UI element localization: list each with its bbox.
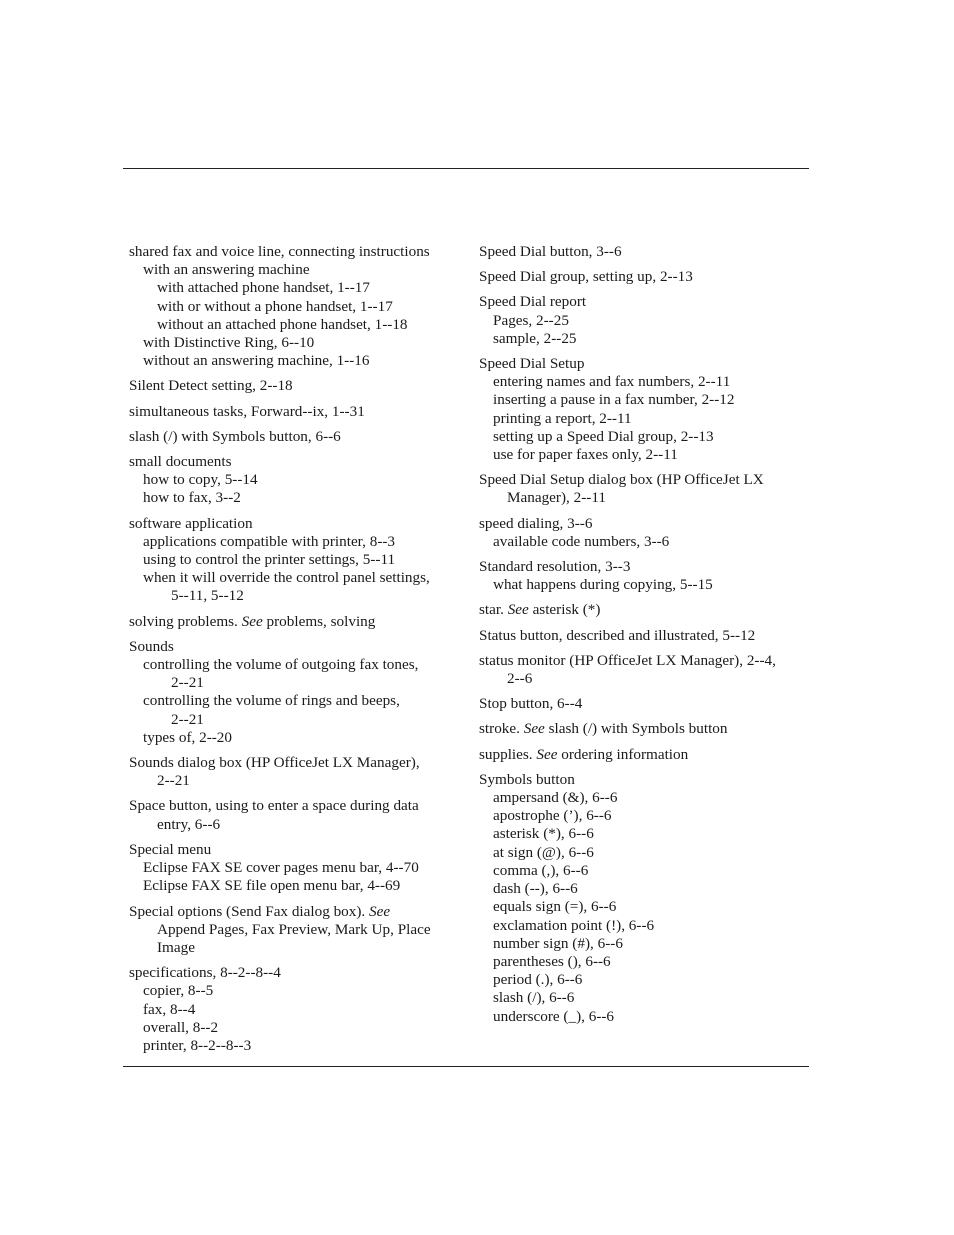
- index-term: [479, 515, 819, 533]
- index-entry: [479, 243, 819, 261]
- index-subterm: [129, 533, 474, 551]
- index-subterm: [129, 772, 474, 790]
- index-text: equals sign (=), 6--6: [493, 898, 617, 916]
- index-subterm: [479, 935, 819, 953]
- top-rule: [123, 168, 809, 169]
- index-term: [479, 355, 819, 373]
- index-text: Eclipse FAX SE cover pages menu bar, 4--70: [143, 859, 419, 877]
- index-text: setting up a Speed Dial group, 2--13: [493, 427, 714, 445]
- index-text: Standard resolution, 3--3: [479, 558, 631, 576]
- see-reference-target: problems, solving: [266, 612, 376, 630]
- index-subterm: [129, 982, 474, 1000]
- index-subterm: [129, 656, 474, 674]
- index-subterm: [129, 674, 474, 692]
- index-text: software application: [129, 514, 253, 532]
- index-subterm: [479, 1008, 819, 1026]
- index-entry: [129, 613, 474, 631]
- index-term: [479, 293, 819, 311]
- index-text: 2--21: [171, 710, 204, 728]
- index-text: Speed Dial Setup dialog box (HP OfficeJet LX: [479, 471, 764, 489]
- index-text: Stop button, 6--4: [479, 695, 583, 713]
- index-entry: [479, 720, 819, 738]
- index-entry: [479, 601, 819, 619]
- index-text: when it will override the control panel settings,: [143, 569, 430, 587]
- index-text: available code numbers, 3--6: [493, 532, 670, 550]
- index-text: use for paper faxes only, 2--11: [493, 446, 678, 464]
- index-text: controlling the volume of outgoing fax tones,: [143, 656, 419, 674]
- index-text: Manager), 2--11: [507, 489, 606, 507]
- index-text: printer, 8--2--8--3: [143, 1036, 252, 1054]
- index-text: how to fax, 3--2: [143, 489, 241, 507]
- index-text: specifications, 8--2--8--4: [129, 964, 281, 982]
- index-text: Silent Detect setting, 2--18: [129, 377, 293, 395]
- index-text: Speed Dial button, 3--6: [479, 243, 622, 260]
- see-reference-label: See: [369, 902, 391, 920]
- see-reference-label: See: [241, 612, 263, 630]
- index-subterm: [129, 334, 474, 352]
- index-subterm: [129, 587, 474, 605]
- index-term: [479, 771, 819, 789]
- index-subterm: [479, 446, 819, 464]
- index-entry: [129, 243, 474, 370]
- index-text: number sign (#), 6--6: [493, 934, 623, 952]
- index-text: Image: [157, 938, 195, 956]
- index-term: [479, 243, 819, 261]
- index-entry: [129, 754, 474, 790]
- index-text: star.: [479, 601, 504, 619]
- index-column-left: [129, 243, 474, 1062]
- index-text: Special menu: [129, 840, 212, 858]
- index-text: slash (/) with Symbols button, 6--6: [129, 427, 341, 445]
- index-text: inserting a pause in a fax number, 2--12: [493, 391, 735, 409]
- index-term: [129, 638, 474, 656]
- index-entry: [129, 964, 474, 1055]
- index-subterm: [129, 729, 474, 747]
- index-text: Symbols button: [479, 770, 575, 788]
- index-subterm: [129, 859, 474, 877]
- index-subterm: [129, 316, 474, 334]
- index-term: [129, 453, 474, 471]
- index-term: [129, 377, 474, 395]
- index-text: ampersand (&), 6--6: [493, 789, 618, 807]
- index-text: types of, 2--20: [143, 728, 232, 746]
- index-text: comma (,), 6--6: [493, 861, 589, 879]
- index-subterm: [479, 898, 819, 916]
- see-reference-label: See: [523, 720, 545, 738]
- index-text: Sounds: [129, 637, 174, 655]
- index-subterm: [129, 816, 474, 834]
- index-entry: [129, 453, 474, 508]
- index-subterm: [479, 330, 819, 348]
- index-subterm: [479, 807, 819, 825]
- index-subterm: [129, 939, 474, 957]
- index-text: entry, 6--6: [157, 815, 221, 833]
- index-subterm: [129, 261, 474, 279]
- index-subterm: [479, 880, 819, 898]
- see-reference-target: ordering information: [561, 745, 689, 763]
- index-text: 2--6: [507, 670, 533, 688]
- index-entry: [479, 652, 819, 688]
- index-text: Speed Dial Setup: [479, 355, 585, 373]
- index-entry: [479, 515, 819, 551]
- index-text: speed dialing, 3--6: [479, 514, 593, 532]
- index-text: Sounds dialog box (HP OfficeJet LX Manager),: [129, 754, 420, 772]
- index-text: sample, 2--25: [493, 329, 577, 347]
- index-text: supplies.: [479, 745, 533, 763]
- index-entry: [129, 515, 474, 606]
- index-text: controlling the volume of rings and beeps,: [143, 692, 400, 710]
- index-entry: [479, 746, 819, 764]
- index-text: how to copy, 5--14: [143, 471, 258, 489]
- index-text: 2--21: [171, 674, 204, 692]
- index-subterm: [479, 428, 819, 446]
- index-subterm: [129, 551, 474, 569]
- index-subterm: [129, 692, 474, 710]
- index-term: [129, 964, 474, 982]
- index-text: with attached phone handset, 1--17: [157, 279, 370, 297]
- index-term: [129, 903, 474, 921]
- index-entry: [129, 377, 474, 395]
- index-subterm: [479, 825, 819, 843]
- index-text: dash (--), 6--6: [493, 880, 578, 898]
- index-text: Pages, 2--25: [493, 311, 569, 329]
- see-reference-target: asterisk (*): [532, 601, 601, 619]
- index-term: [129, 243, 474, 261]
- index-term: [479, 471, 819, 489]
- index-text: copier, 8--5: [143, 982, 214, 1000]
- index-subterm: [129, 352, 474, 370]
- index-entry: [479, 627, 819, 645]
- index-term: [479, 627, 819, 645]
- index-entry: [129, 638, 474, 747]
- index-subterm: [479, 410, 819, 428]
- index-entry: [129, 428, 474, 446]
- index-text: 2--21: [157, 772, 190, 790]
- index-text: what happens during copying, 5--15: [493, 576, 713, 594]
- index-text: without an answering machine, 1--16: [143, 352, 370, 370]
- see-reference-label: See: [536, 745, 558, 763]
- index-term: [129, 754, 474, 772]
- index-text: underscore (_), 6--6: [493, 1007, 615, 1025]
- index-term: [129, 841, 474, 859]
- index-entry: [479, 771, 819, 1026]
- see-reference-target: slash (/) with Symbols button: [548, 720, 728, 738]
- index-subterm: [129, 489, 474, 507]
- index-text: with an answering machine: [143, 261, 310, 279]
- index-subterm: [479, 917, 819, 935]
- index-subterm: [479, 391, 819, 409]
- index-text: solving problems.: [129, 612, 238, 630]
- index-text: applications compatible with printer, 8--3: [143, 532, 396, 550]
- index-text: Special options (Send Fax dialog box).: [129, 902, 366, 920]
- index-entry: [129, 903, 474, 958]
- index-entry: [129, 841, 474, 896]
- index-subterm: [479, 576, 819, 594]
- index-text: Eclipse FAX SE file open menu bar, 4--69: [143, 877, 401, 895]
- index-text: without an attached phone handset, 1--18: [157, 315, 408, 333]
- index-subterm: [479, 862, 819, 880]
- index-term: [129, 613, 474, 631]
- index-subterm: [129, 569, 474, 587]
- index-term: [479, 652, 819, 670]
- index-text: printing a report, 2--11: [493, 409, 632, 427]
- index-text: 5--11, 5--12: [171, 587, 244, 605]
- index-term: [129, 428, 474, 446]
- index-text: simultaneous tasks, Forward--ix, 1--31: [129, 402, 365, 420]
- index-text: stroke.: [479, 720, 520, 738]
- index-term: [479, 746, 819, 764]
- index-entry: [479, 355, 819, 464]
- index-subterm: [129, 298, 474, 316]
- index-subterm: [479, 533, 819, 551]
- index-subterm: [129, 279, 474, 297]
- index-subterm: [479, 789, 819, 807]
- index-text: at sign (@), 6--6: [493, 843, 594, 861]
- index-text: Speed Dial group, setting up, 2--13: [479, 268, 693, 286]
- index-term: [479, 720, 819, 738]
- index-subterm: [129, 1037, 474, 1055]
- index-text: with Distinctive Ring, 6--10: [143, 334, 315, 352]
- index-text: Space button, using to enter a space during data: [129, 797, 419, 815]
- index-subterm: [129, 1019, 474, 1037]
- index-text: entering names and fax numbers, 2--11: [493, 373, 731, 391]
- index-subterm: [129, 921, 474, 939]
- index-subterm: [479, 373, 819, 391]
- index-subterm: [479, 971, 819, 989]
- index-text: status monitor (HP OfficeJet LX Manager), 2--4,: [479, 651, 776, 669]
- index-column-right: [479, 243, 819, 1033]
- index-text: with or without a phone handset, 1--17: [157, 297, 393, 315]
- index-subterm: [479, 489, 819, 507]
- index-subterm: [129, 877, 474, 895]
- index-subterm: [479, 312, 819, 330]
- index-subterm: [479, 989, 819, 1007]
- index-term: [479, 558, 819, 576]
- index-text: small documents: [129, 453, 232, 471]
- index-subterm: [479, 670, 819, 688]
- index-text: Append Pages, Fax Preview, Mark Up, Place: [157, 920, 431, 938]
- index-entry: [129, 797, 474, 833]
- index-text: exclamation point (!), 6--6: [493, 916, 655, 934]
- index-term: [129, 797, 474, 815]
- index-term: [479, 268, 819, 286]
- index-entry: [129, 403, 474, 421]
- index-text: slash (/), 6--6: [493, 989, 575, 1007]
- index-subterm: [129, 471, 474, 489]
- index-text: Speed Dial report: [479, 293, 587, 311]
- index-entry: [479, 471, 819, 507]
- index-term: [129, 515, 474, 533]
- index-text: Status button, described and illustrated, 5--12: [479, 626, 756, 644]
- index-entry: [479, 268, 819, 286]
- index-text: asterisk (*), 6--6: [493, 825, 594, 843]
- index-entry: [479, 695, 819, 713]
- index-text: parentheses (), 6--6: [493, 952, 611, 970]
- index-term: [479, 601, 819, 619]
- index-term: [129, 403, 474, 421]
- index-text: apostrophe (’), 6--6: [493, 807, 612, 825]
- index-text: using to control the printer settings, 5--11: [143, 551, 396, 569]
- see-reference-label: See: [507, 601, 529, 619]
- index-text: overall, 8--2: [143, 1018, 219, 1036]
- index-text: fax, 8--4: [143, 1000, 196, 1018]
- index-subterm: [129, 1001, 474, 1019]
- index-subterm: [479, 953, 819, 971]
- index-entry: [479, 293, 819, 348]
- index-term: [479, 695, 819, 713]
- index-text: period (.), 6--6: [493, 971, 583, 989]
- bottom-rule: [123, 1066, 809, 1067]
- index-subterm: [129, 711, 474, 729]
- index-subterm: [479, 844, 819, 862]
- index-text: shared fax and voice line, connecting instructions: [129, 243, 430, 260]
- index-entry: [479, 558, 819, 594]
